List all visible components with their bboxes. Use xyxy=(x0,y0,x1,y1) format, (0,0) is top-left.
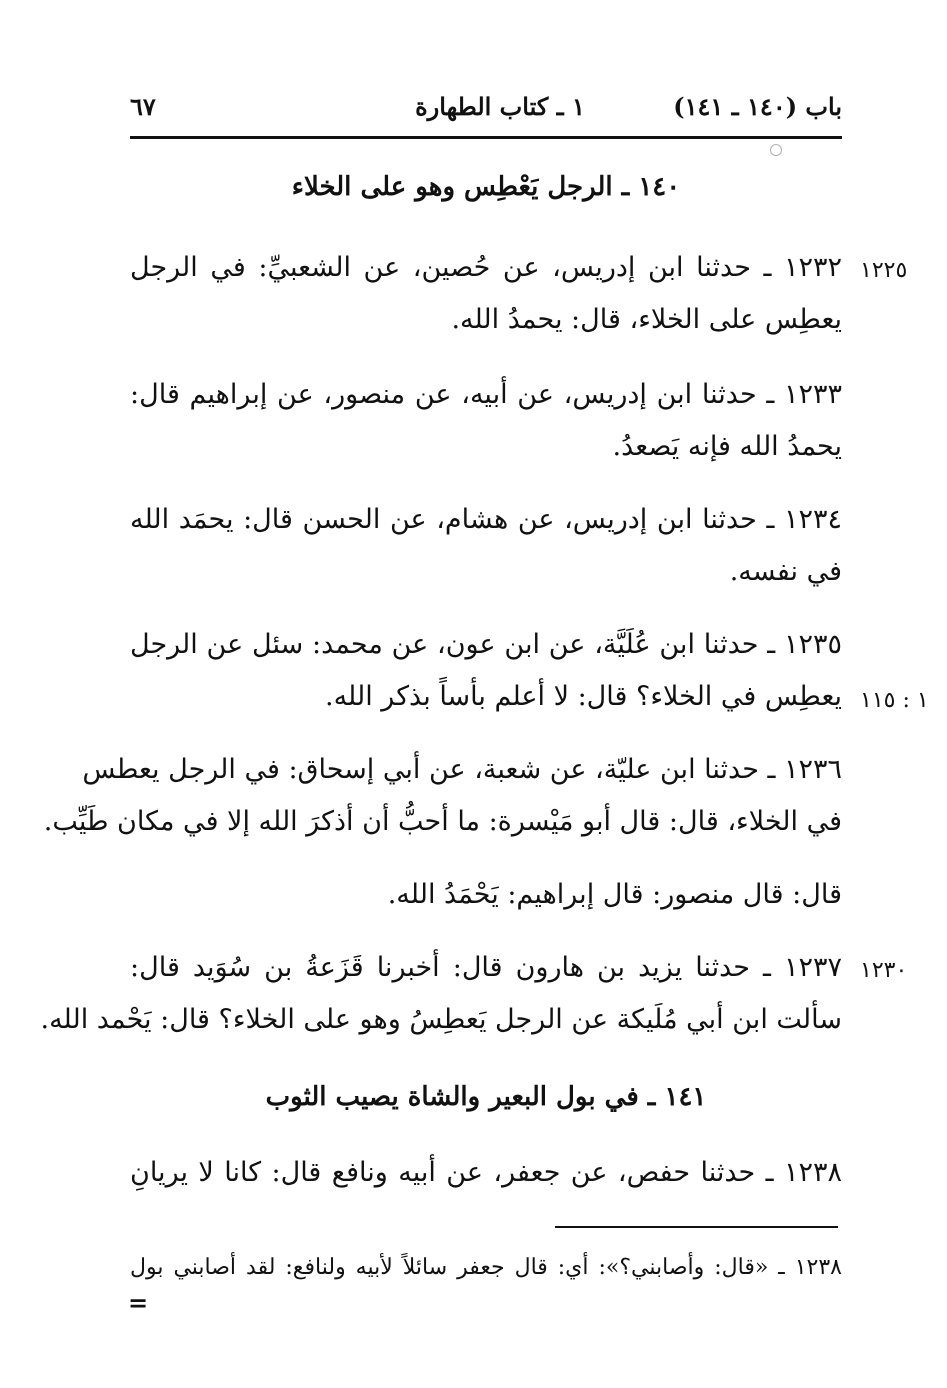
header-chapter-range: باب (١٤٠ ـ ١٤١) xyxy=(673,92,842,121)
footnote-text: ١٢٣٨ ـ «قال: وأصابني؟»: أي: قال جعفر سائلاً لأبيه ولنافع: لقد أصابني بول xyxy=(130,1255,842,1280)
hadith-line: يعطِس على الخلاء، قال: يحمدُ الله. xyxy=(451,304,842,335)
hadith-line: ١٢٣٨ ـ حدثنا حفص، عن جعفر، عن أبيه ونافع قال: كانا لا يريانِ xyxy=(130,1157,842,1188)
chapter-heading: ١٤٠ ـ الرجل يَعْطِس وهو على الخلاء xyxy=(291,172,681,202)
hadith-line: سألت ابن أبي مُلَيكة عن الرجل يَعطِسُ وهو على الخلاء؟ قال: يَحْمد الله. xyxy=(40,1004,842,1035)
hadith-line: في نفسه. xyxy=(729,556,842,587)
margin-ref-115: ١ : ١١٥ xyxy=(860,688,929,713)
hadith-line: في الخلاء، قال: قال أبو مَيْسرة: ما أحبُّ أن أذكرَ الله إلا في مكان طَيِّب. xyxy=(43,806,842,837)
hadith-line: ١٢٣٧ ـ حدثنا يزيد بن هارون قال: أخبرنا قَزَعةُ بن سُوَيد قال: xyxy=(130,952,842,983)
hadith-line: يعطِس في الخلاء؟ قال: لا أعلم بأساً بذكر الله. xyxy=(325,681,842,712)
header-page-number: ٦٧ xyxy=(130,92,156,121)
footnote-continuation-mark: = xyxy=(128,1288,149,1317)
header-rule xyxy=(130,136,842,139)
footnote-rule xyxy=(555,1226,838,1228)
hadith-line: قال: قال منصور: قال إبراهيم: يَحْمَدُ الله. xyxy=(387,879,842,910)
margin-ref-1230: ١٢٣٠ xyxy=(860,958,908,983)
hadith-line: ١٢٣٣ ـ حدثنا ابن إدريس، عن أبيه، عن منصور، عن إبراهيم قال: xyxy=(130,379,842,410)
scan-mark xyxy=(770,144,782,156)
hadith-line: ١٢٣٥ ـ حدثنا ابن عُلَيَّة، عن ابن عون، عن محمد: سئل عن الرجل xyxy=(130,629,842,660)
header-book-title: ١ ـ كتاب الطهارة xyxy=(415,92,585,121)
hadith-line: يحمدُ الله فإنه يَصعدُ. xyxy=(612,431,842,462)
hadith-line: ١٢٣٤ ـ حدثنا ابن إدريس، عن هشام، عن الحسن قال: يحمَد الله xyxy=(130,504,842,535)
hadith-line: ١٢٣٢ ـ حدثنا ابن إدريس، عن حُصين، عن الشعبيِّ: في الرجل xyxy=(130,252,842,283)
margin-ref-1225: ١٢٢٥ xyxy=(860,258,908,283)
chapter-heading: ١٤١ ـ في بول البعير والشاة يصيب الثوب xyxy=(265,1082,707,1112)
hadith-line: ١٢٣٦ ـ حدثنا ابن عليّة، عن شعبة، عن أبي إسحاق: في الرجل يعطس xyxy=(82,754,842,785)
